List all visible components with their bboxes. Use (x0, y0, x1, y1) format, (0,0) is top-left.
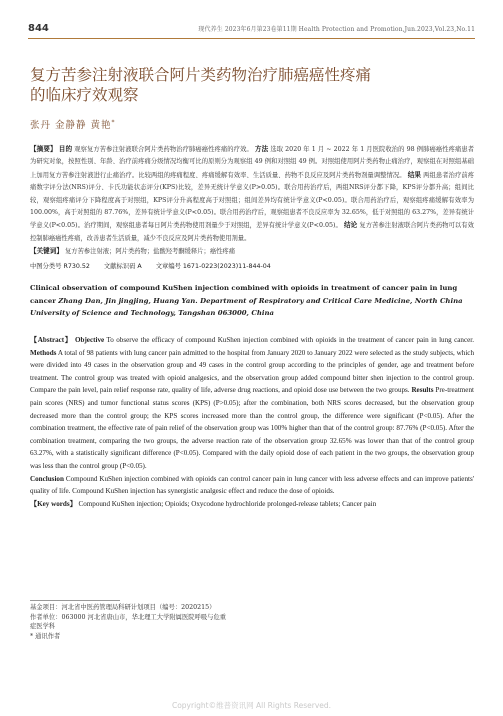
en-conclusion-label: Conclusion (30, 474, 64, 483)
result-text: 两组患者治疗前疼痛数字评分法(NRS)评分、卡氏功能状态评分(KPS)比较，差异无统计学意义(P>0.05)。联合用药治疗后，两组NRS评分都下降，KPS评分都升高；组间比较，观察组疼痛评分下降程度高于对照组，KPS评分升高程度高于对照组；组间差异均有统计学意义(P<0.05)。联合用药治疗后，观察组疼痛缓解有效率为 100.00%，高于对照组的 87.76%，差异有统计学意义(P<0.05)。联合用药治疗后，观察组患者不良反应率为 32.65%，低于对照组的 63.27%，差异有统计学意义(P<0.05)。治疗期间，观察组患者每日阿片类药物使用剂量少于对照组，差异有统计学意义(P<0.05)。 (30, 171, 474, 230)
objective-text: 观察复方苦参注射液联合阿片类药物治疗肺癌癌性疼痛的疗效。 (74, 146, 253, 153)
fund-note: 基金项目：河北省中医药管理局科研计划项目（编号：2020215） (30, 604, 216, 611)
footnote-rule (30, 600, 120, 601)
result-label: 结果 (407, 170, 422, 179)
chinese-abstract (30, 143, 474, 259)
affiliation-note: 作者单位：063000 河北省唐山市，华北理工大学附属医院呼吸与危重症医学科 (30, 613, 227, 631)
author-list (30, 117, 116, 131)
method-label: 方法 (254, 145, 269, 153)
author-names: 张丹 金静静 黄艳 (30, 120, 112, 131)
en-results-text: Pre-treatment pain scores (NRS) and tumor functional status scores (KPS) (P>0.05); after the combination, both NRS scores decreased, but the observation group decreased more than the control group; the KPS scores increased more than the control group, the difference were significant (P<0.05). After the combination treatment, the effective rate of pain relief of the observation group was 100% higher than that of the control group: 87.76% (P<0.05). After the combination treatment, comparing the two groups, the adverse reaction rate of the observation group 32.65% was lower than that of the control group 63.27%, with a statistically significant difference (P<0.05). Compared with the daily opioid dose of each patient in the two groups, the observation group was less than the control group (P<0.05). (30, 386, 474, 470)
article-number: 文章编号 1671-0223(2023)11-844-04 (155, 263, 271, 270)
en-keywords-text: Compound KuShen injection; Opioids; Oxycodone hydrochloride prolonged-release tablets; Cancer pain (78, 499, 377, 508)
conclusion-label: 结论 (343, 221, 358, 230)
en-abstract-label: 【Abstract】 (30, 336, 73, 344)
conclusion-text: 复方苦参注射液联合阿片类药物可以有效控制肺癌癌性疼痛，改善患者生活质量，减少不良反应及阿片类药物使用剂量。 (30, 222, 474, 242)
abstract-label: 【摘要】 (30, 145, 57, 153)
keywords-label: 【关键词】 (30, 247, 63, 256)
en-conclusion-text: Compound KuShen injection combined with opioids can control cancer pain in lung cancer with less adverse effects and can improve patients' quality of life. Compound KuShen injection has synergistic analgesic effect and reduce the dose of opioids. (30, 474, 474, 496)
en-methods-label: Methods (30, 348, 57, 357)
page-number: 844 (28, 22, 49, 34)
en-objective-text: To observe the efficacy of compound KuShen injection combined with opioids in the treatment of cancer pain in lung cancer. (106, 336, 474, 344)
english-title-block (30, 282, 474, 320)
article-title-line-1: 复方苦参注射液联合阿片类药物治疗肺癌癌性疼痛 (30, 66, 372, 84)
keywords-text: 复方苦参注射液；阿片类药物；盐酸羟考酮缓释片；癌性疼痛 (64, 248, 235, 256)
header-rule (28, 38, 475, 39)
copyright-watermark: Copyright©维普资讯网 All Rights Reserved. (171, 701, 332, 710)
method-text: 选取 2020 年 1 月 ~ 2022 年 1 月医院收治的 98 例肺癌癌性疼痛患者为研究对象，按照性别、年龄、治疗前疼痛分级情况均衡可比的原则分为观察组 49 例和对照组 49 例。对照组使用阿片类药物止痛治疗，观察组在对照组基础上加用复方苦参注射液进行止痛治疗。比较两组的疼痛程度、疼痛缓解有效率、生活质量、药物不良反应及阿片类药物剂量调整情况。 (30, 146, 475, 179)
document-code: 文献标识码 A (103, 263, 142, 270)
en-results-label: Results (411, 386, 434, 395)
article-title-line-2: 的临床疗效观察 (30, 86, 139, 104)
article-title (30, 65, 450, 105)
clc-number: 中图分类号 R730.52 (30, 263, 90, 270)
english-title: Clinical observation of compound KuShen injection combined with opioids in treatment of cancer pain in lung cancer (30, 284, 458, 305)
objective-label: 目的 (58, 145, 73, 153)
en-methods-text: A total of 98 patients with lung cancer pain admitted to the hospital from January 2020 to January 2022 were selected as the study subjects, which were divided into 49 cases in the observation group and 49 cases in the control group according to the principles of gender, age and treatment before treatment. The control group was treated with opioid analgesics, and the observation group added compound bitter shen injection to the control group. Compare the pain level, pain relief response rate, quality of life, adverse drug reactions, and opioid dose use between the two groups. (30, 348, 474, 395)
classification-line (30, 261, 283, 270)
corresponding-note: * 通讯作者 (30, 632, 61, 640)
footnotes (30, 603, 230, 641)
page-header (28, 20, 475, 36)
english-authors-affiliation: Zhang Dan, Jin jingjing, Huang Yan. Department of Respiratory and Critical Care Medicine, North China University of Science and Technology, Tangshan 063000, China (30, 296, 463, 318)
english-abstract (30, 334, 474, 510)
corresponding-mark: * (111, 118, 116, 126)
en-objective-label: Objective (74, 336, 105, 344)
journal-info: 现代养生 2023年6月第23卷第11期 Health Protection and Promotion,Jun.2023,Vol.23,No.11 (198, 25, 475, 33)
en-keywords-label: 【Key words】 (30, 499, 77, 508)
